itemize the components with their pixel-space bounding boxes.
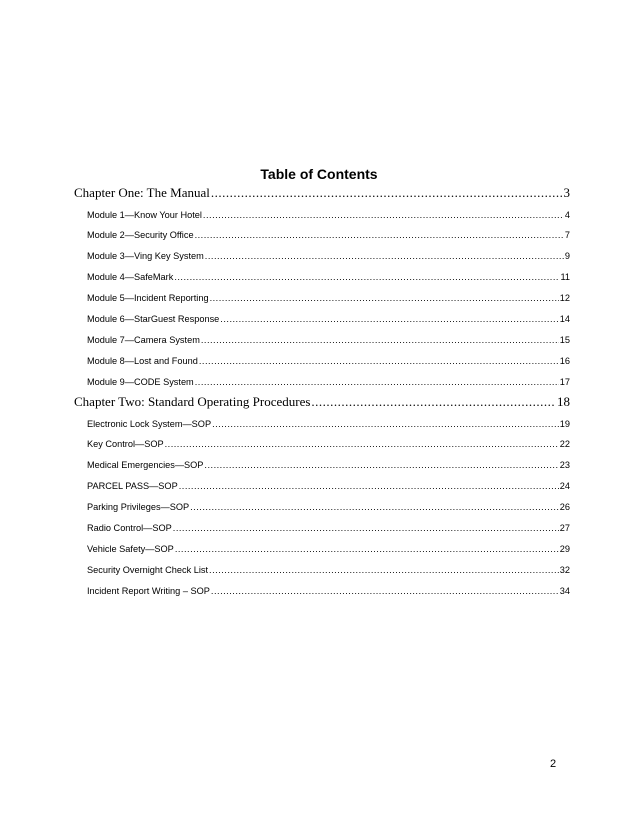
toc-entry-label: Vehicle Safety—SOP <box>87 544 174 554</box>
toc-entry[interactable] <box>74 581 570 602</box>
toc-entry[interactable] <box>74 372 570 393</box>
toc-entry-label: Medical Emergencies—SOP <box>87 460 204 470</box>
toc-page-number: 17 <box>559 377 570 387</box>
toc-entry[interactable] <box>74 330 570 351</box>
toc-entry[interactable] <box>74 414 570 434</box>
toc-entry[interactable] <box>74 560 570 581</box>
toc-page-number: 27 <box>559 523 570 533</box>
toc-page-number: 16 <box>559 356 570 366</box>
toc-entry-label: Incident Report Writing – SOP <box>87 586 210 596</box>
toc-page-number: 12 <box>559 293 570 303</box>
dot-leader <box>311 393 556 411</box>
toc-entry-label: Module 5—Incident Reporting <box>87 293 209 303</box>
toc-entry-label: Module 9—CODE System <box>87 377 194 387</box>
toc-chapter-2[interactable] <box>74 393 570 414</box>
toc-page-number: 7 <box>564 230 570 240</box>
toc-entry[interactable] <box>74 288 570 309</box>
toc-page-number: 14 <box>559 314 570 324</box>
toc-chapter-label: Chapter One: The Manual <box>74 185 210 200</box>
toc-entry[interactable] <box>74 497 570 518</box>
toc-entry-label: Module 8—Lost and Found <box>87 356 198 366</box>
toc-entry-label: Security Overnight Check List <box>87 565 209 575</box>
toc-page-number: 24 <box>559 481 570 491</box>
toc-page-number: 9 <box>564 251 570 261</box>
dot-leader <box>179 476 559 496</box>
toc-entry-label: Module 1—Know Your Hotel <box>87 210 202 220</box>
toc-chapter-1[interactable] <box>74 184 570 205</box>
dot-leader <box>203 205 564 225</box>
dot-leader <box>205 246 564 266</box>
toc-page-number: 34 <box>559 586 570 596</box>
page-number: 2 <box>550 758 557 770</box>
toc-entry[interactable] <box>74 434 570 455</box>
toc-entry-label: Electronic Lock System—SOP <box>87 419 212 429</box>
toc-page-number: 19 <box>559 419 570 429</box>
toc-entry-label: Module 2—Security Office <box>87 230 194 240</box>
toc-entry-label: Parking Privileges—SOP <box>87 502 190 512</box>
toc-entry[interactable] <box>74 246 570 267</box>
dot-leader <box>195 372 559 392</box>
dot-leader <box>209 560 559 580</box>
toc-entry[interactable] <box>74 205 570 225</box>
toc-entry-label: PARCEL PASS—SOP <box>87 481 178 491</box>
toc-entry-label: Module 4—SafeMark <box>87 272 174 282</box>
toc-entry[interactable] <box>74 267 570 288</box>
toc-entry-label: Module 3—Ving Key System <box>87 251 204 261</box>
toc-entry-label: Key Control—SOP <box>87 439 164 449</box>
dot-leader <box>204 455 558 475</box>
toc-entry[interactable] <box>74 455 570 476</box>
toc-page-number: 32 <box>559 565 570 575</box>
toc-entry[interactable] <box>74 309 570 330</box>
toc-page-number: 4 <box>564 210 570 220</box>
toc-entry[interactable] <box>74 351 570 372</box>
toc-chapter-label: Chapter Two: Standard Operating Procedures <box>74 394 311 409</box>
toc-page-number: 18 <box>557 394 570 409</box>
toc-page-number: 11 <box>560 272 570 282</box>
dot-leader <box>175 539 559 559</box>
dot-leader <box>210 288 559 308</box>
page-title: Table of Contents <box>260 166 378 182</box>
toc-page-number: 3 <box>563 185 570 200</box>
dot-leader <box>174 267 559 287</box>
toc-page-number: 15 <box>559 335 570 345</box>
dot-leader <box>190 497 559 517</box>
table-of-contents <box>74 184 570 602</box>
toc-entry-label: Radio Control—SOP <box>87 523 172 533</box>
toc-entry-label: Module 6—StarGuest Response <box>87 314 220 324</box>
toc-entry[interactable] <box>74 476 570 497</box>
toc-entry[interactable] <box>74 518 570 539</box>
toc-page-number: 23 <box>559 460 570 470</box>
dot-leader <box>211 581 559 601</box>
toc-page-number: 22 <box>559 439 570 449</box>
toc-entry[interactable] <box>74 539 570 560</box>
dot-leader <box>165 434 559 454</box>
dot-leader <box>212 414 559 434</box>
toc-entry[interactable] <box>74 225 570 246</box>
dot-leader <box>211 184 563 202</box>
dot-leader <box>199 351 559 371</box>
toc-page-number: 26 <box>559 502 570 512</box>
dot-leader <box>195 225 564 245</box>
toc-entry-label: Module 7—Camera System <box>87 335 200 345</box>
dot-leader <box>201 330 559 350</box>
dot-leader <box>173 518 559 538</box>
toc-page-number: 29 <box>559 544 570 554</box>
dot-leader <box>220 309 558 329</box>
